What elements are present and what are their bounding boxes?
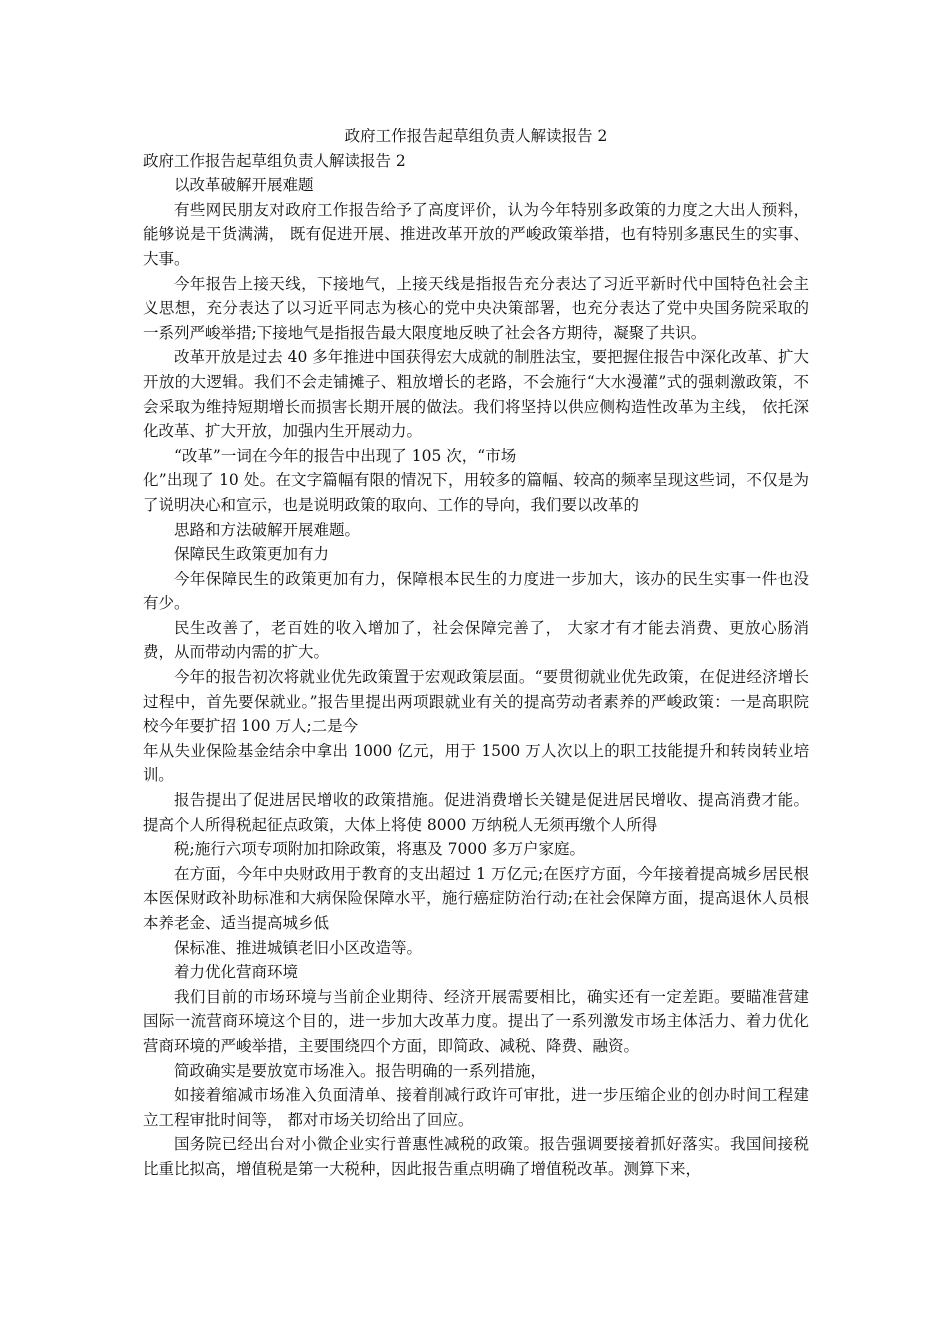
paragraph: 改革开放是过去 40 多年推进中国获得宏大成就的制胜法宝，要把握住报告中深化改革、扩大开放的大逻辑。我们不会走铺摊子、粗放增长的老路，不会施行“大水漫灌”式的强刺激政策，不会采取为维持短期增长而损害长期开展的做法。我们将坚持以供应侧构造性改革为主线， 依托深化改革、扩大开放，加强内生开展动力。 (143, 348, 809, 441)
document-body (143, 124, 809, 1182)
paragraph: 有些网民朋友对政府工作报告给予了高度评价，认为今年特别多政策的力度之大出人预料，能够说是干货满满， 既有促进开展、推进改革开放的严峻政策举措，也有特别多惠民生的实事、大事。 (143, 200, 809, 268)
paragraph: 简政确实是要放宽市场准入。报告明确的一系列措施， (174, 1061, 547, 1080)
paragraph: 今年报告上接天线，下接地气，上接天线是指报告充分表达了习近平新时代中国特色社会主义思想，充分表达了以习近平同志为核心的党中央决策部署，也充分表达了党中央国务院采取的一系列严峻举措;下接地气是指报告最大限度地反映了社会各方期待，凝聚了共识。 (143, 274, 809, 342)
paragraph: 如接着缩减市场准入负面清单、接着削减行政许可审批，进一步压缩企业的创办时间工程建立工程审批时间等， 都对市场关切给出了回应。 (143, 1086, 809, 1129)
paragraph: 今年保障民生的政策更加有力，保障根本民生的力度进一步加大，该办的民生实事一件也没有少。 (143, 569, 809, 613)
section-heading-livelihood: 保障民生政策更加有力 (174, 545, 330, 564)
paragraph: 民生改善了，老百姓的收入增加了，社会保障完善了， 大家才有才能去消费、更放心肠消费，从而带动内需的扩大。 (143, 618, 809, 662)
paragraph: 思路和方法破解开展难题。 (174, 520, 361, 539)
paragraph: 税;施行六项专项附加扣除政策，将惠及 7000 多万户家庭。 (174, 840, 586, 859)
paragraph: “改革”一词在今年的报告中出现了 105 次，“市场 (174, 446, 517, 465)
paragraph: 今年的报告初次将就业优先政策置于宏观政策层面。“要贯彻就业优先政策，在促进经济增长过程中，首先要保就业。”报告里提出两项跟就业有关的提高劳动者素养的严峻政策：一是高职院校今年要扩招 100 万人;二是今 (143, 668, 809, 736)
paragraph: 我们目前的市场环境与当前企业期待、经济开展需要相比，确实还有一定差距。要瞄准营建国际一流营商环境这个目的，进一步加大改革力度。提出了一系列激发市场主体活力、着力优化营商环境的严峻举措，主要围绕四个方面，即简政、减税、降费、融资。 (143, 987, 809, 1055)
document-title: 政府工作报告起草组负责人解读报告 2 (344, 127, 608, 145)
section-heading-business-environment: 着力优化营商环境 (174, 963, 299, 982)
paragraph-continued: 化”出现了 10 处。在文字篇幅有限的情况下，用较多的篇幅、较高的频率呈现这些词，不仅是为了说明决心和宣示，也是说明政策的取向、工作的导向，我们要以改革的 (143, 471, 809, 514)
document-subtitle: 政府工作报告起草组负责人解读报告 2 (143, 151, 406, 170)
paragraph: 保标准、推进城镇老旧小区改造等。 (174, 938, 423, 957)
paragraph: 在方面，今年中央财政用于教育的支出超过 1 万亿元;在医疗方面，今年接着提高城乡居民根本医保财政补助标准和大病保险保障水平，施行癌症防治行动;在社会保障方面，提高退休人员根本养老金、适当提高城乡低 (143, 864, 809, 932)
paragraph: 报告提出了促进居民增收的政策措施。促进消费增长关键是促进居民增收、提高消费才能。提高个人所得税起征点政策，大体上将使 8000 万纳税人无须再缴个人所得 (143, 791, 809, 834)
paragraph: 国务院已经出台对小微企业实行普惠性减税的政策。报告强调要接着抓好落实。我国间接税比重比拟高，增值税是第一大税种，因此报告重点明确了增值税改革。测算下来， (143, 1135, 809, 1178)
section-heading-reform: 以改革破解开展难题 (174, 176, 314, 195)
paragraph-continued: 年从失业保险基金结余中拿出 1000 亿元，用于 1500 万人次以上的职工技能提升和转岗转业培训。 (143, 741, 809, 785)
